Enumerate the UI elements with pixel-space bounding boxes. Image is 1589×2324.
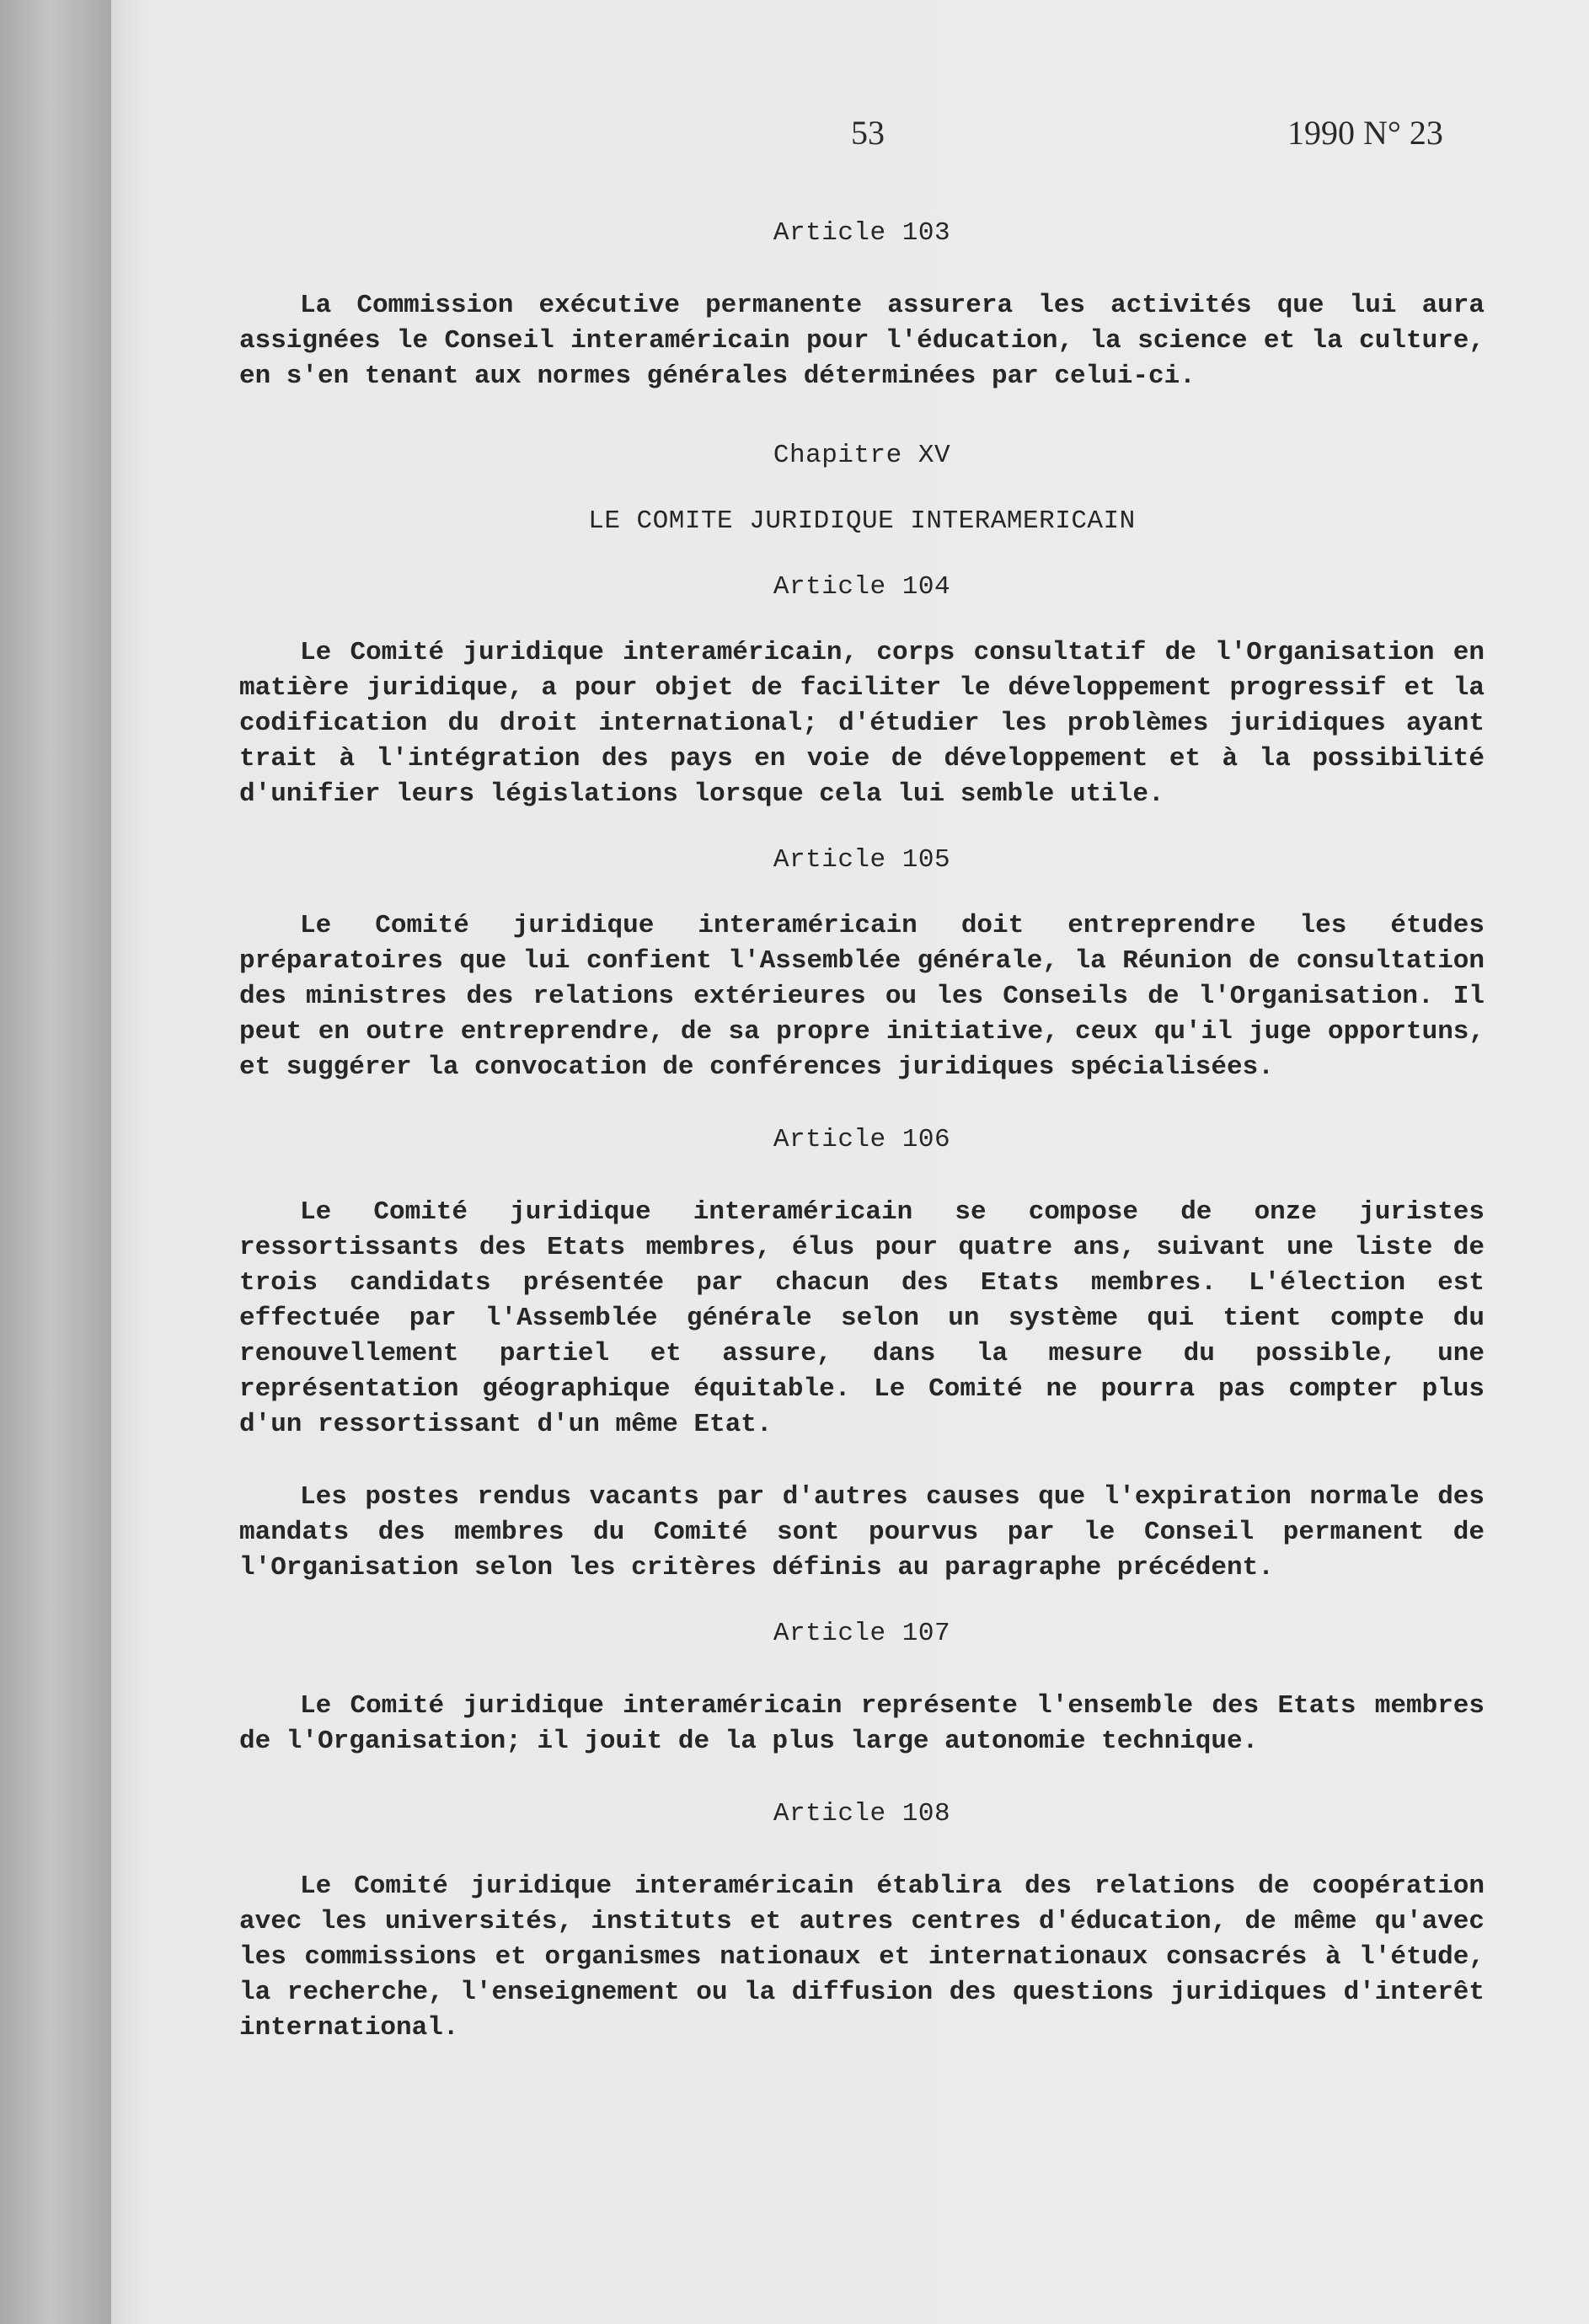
article-105-text: Le Comité juridique interaméricain doit entreprendre les études préparatoires que lui confient l'Assemblée générale, la Réunion de consultation des ministres des relations extérieures ou les Conseils de l'Organisation. Il peut en outre entreprendre, de sa propre initiative, ceux qu'il juge opportuns, et suggérer la convocation de conférences juridiques spécialisées. xyxy=(239,911,1485,1082)
article-108-title: Article 108 xyxy=(773,1799,951,1829)
article-106-text-2: Les postes rendus vacants par d'autres causes que l'expiration normale des mandats des membres du Comité sont pourvus par le Conseil permanent de l'Organisation selon les critères définis au paragraphe précédent. xyxy=(239,1482,1485,1582)
page-header xyxy=(0,113,1589,163)
journal-reference: 1990 N° 23 xyxy=(1287,114,1443,152)
article-105-title: Article 105 xyxy=(773,845,951,875)
article-106-title: Article 106 xyxy=(773,1125,951,1154)
chapter-title: Chapitre XV xyxy=(773,441,951,470)
page-number: 53 xyxy=(851,114,885,152)
article-104-text: Le Comité juridique interaméricain, corps consultatif de l'Organisation en matière juridique, a pour objet de faciliter le développement progressif et la codification du droit international; d'étudier les problèmes juridiques ayant trait à l'intégration des pays en voie de développement et à la possibilité d'unifier leurs législations lorsque cela lui semble utile. xyxy=(239,638,1485,809)
article-104-title: Article 104 xyxy=(773,572,951,602)
article-107-title: Article 107 xyxy=(773,1619,951,1648)
binding-gutter xyxy=(0,0,111,2324)
article-103-text: La Commission exécutive permanente assurera les activités que lui aura assignées le Conseil interaméricain pour l'éducation, la science et la culture, en s'en tenant aux normes générales déterminées par celui-ci. xyxy=(239,291,1485,391)
article-106-text-1: Le Comité juridique interaméricain se compose de onze juristes ressortissants des Etats membres, élus pour quatre ans, suivant une liste de trois candidats présentée par chacun des Etats membres. L'élection est effectuée par l'Assemblée générale selon un système qui tient compte du renouvellement partiel et assure, dans la mesure du possible, une représentation géographique équitable. Le Comité ne pourra pas compter plus d'un ressortissant d'un même Etat. xyxy=(239,1197,1485,1439)
article-107-text: Le Comité juridique interaméricain représente l'ensemble des Etats membres de l'Organisation; il jouit de la plus large autonomie technique. xyxy=(239,1691,1485,1756)
article-103-title: Article 103 xyxy=(773,218,951,248)
document-body xyxy=(239,216,1485,2046)
chapter-subtitle: LE COMITE JURIDIQUE INTERAMERICAIN xyxy=(588,506,1136,536)
article-108-text: Le Comité juridique interaméricain établira des relations de coopération avec les universités, instituts et autres centres d'éducation, de même qu'avec les commissions et organismes nationaux et internationaux consacrés à l'étude, la recherche, l'enseignement ou la diffusion des questions juridiques d'interêt international. xyxy=(239,1872,1485,2043)
